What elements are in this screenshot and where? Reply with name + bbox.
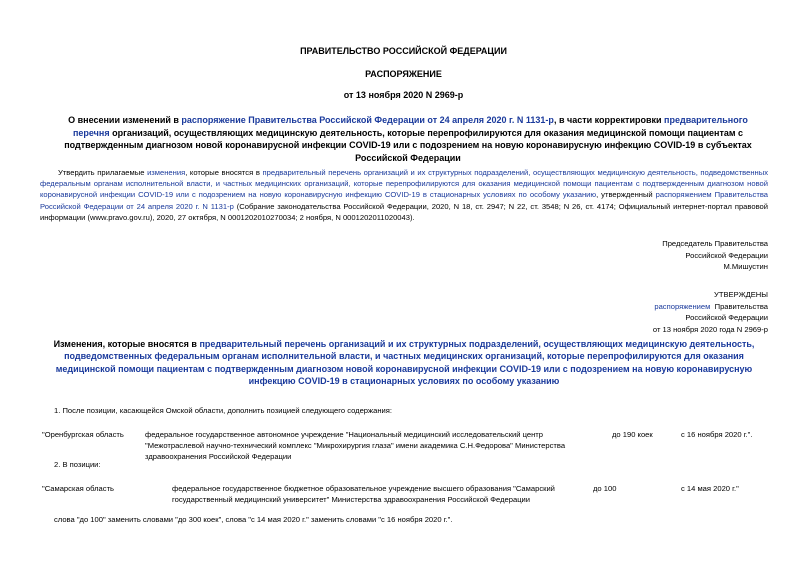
intro-link-list[interactable]: предварительный перечень организаций и их структурных подразделений, осуществляющих медицинскую деятельность, подведомственных федеральным органам исполнительной власти, и частных медицинских организаций, которые перепрофилируются для оказания медицинской помощи пациентам с подтвержденным диагнозом новой коронавирусной инфекции COVID-19 или с подозрением на новую коронавирусную инфекцию COVID-19 в стационарных условиях по особому указанию	[40, 168, 768, 200]
item-2-organization: федеральное государственное бюджетное образовательное учреждение высшего образования "Самарский государственный медицинский университет" Министерства здравоохранения Российской Федерации	[172, 484, 555, 504]
intro-text-c: , утвержденный	[596, 190, 656, 200]
title-text-a: О внесении изменений в	[68, 115, 182, 125]
item-1-text: 1. После позиции, касающейся Омской области, дополнить позицией следующего содержания:	[54, 406, 392, 415]
title-text-c: организаций, осуществляющих медицинскую деятельность, которые перепрофилируются для оказания медицинской помощи пациентам с подтвержденным диагнозом новой коронавирусной инфекции COVID-19 или с подозрением на новую коронавирусную инфекцию COVID-19 в субъектах Российской Федерации	[64, 127, 752, 163]
item-1-beds: до 190 коек	[612, 430, 653, 439]
intro-text-a: Утвердить прилагаемые	[58, 168, 148, 177]
signature-line-2: Российской Федерации	[685, 250, 768, 260]
approved-line-4: от 13 ноября 2020 года N 2969-р	[652, 324, 768, 334]
gov-heading: ПРАВИТЕЛЬСТВО РОССИЙСКОЙ ФЕДЕРАЦИИ	[300, 46, 507, 56]
item-2-date: с 14 мая 2020 г."	[681, 484, 739, 493]
intro-link-order[interactable]: распоряжением Правительства Российской Федерации от 24 апреля 2020 г. N 1131-р	[40, 190, 768, 211]
approved-line-2b: Правительства	[714, 301, 768, 311]
intro-text-b: , которые вносятся в	[185, 168, 263, 177]
changes-title	[40, 338, 768, 387]
doc-type: РАСПОРЯЖЕНИЕ	[365, 69, 442, 79]
title-link-list[interactable]: предварительного перечня	[72, 115, 748, 138]
approved-line-1: УТВЕРЖДЕНЫ	[714, 290, 768, 299]
item-2-beds: до 100	[593, 484, 617, 493]
approved-line-3: Российской Федерации	[685, 313, 768, 322]
item-2-text: 2. В позиции:	[54, 460, 101, 469]
signature-line-1: Председатель Правительства	[662, 239, 768, 248]
item-2-replacement: слова "до 100" заменить словами "до 300 коек", слова "с 14 мая 2020 г." заменить словами "с 16 ноября 2020 г.".	[54, 515, 453, 524]
doc-date-number: от 13 ноября 2020 N 2969-р	[343, 90, 464, 100]
approved-block	[500, 289, 768, 335]
intro-link-changes[interactable]: изменения	[147, 168, 186, 177]
intro-text-d: (Собрание законодательства Российской Федерации, 2020, N 18, ст. 2947; N 22, ст. 3548; N 26, ст. 4174; Официальный интернет-портал правовой информации (www.pravo.gov.ru), 2020, 27 октября, N 0001202010270034; 2 ноября, N 0001202011020043).	[40, 201, 768, 222]
title-link-order[interactable]: распоряжение Правительства Российской Федерации от 24 апреля 2020 г. N 1131-р	[181, 115, 554, 125]
intro-paragraph	[40, 167, 768, 223]
item-1-organization: федеральное государственное автономное учреждение "Национальный медицинский исследовательский центр "Межотраслевой научно-технический комплекс "Микрохирургия глаза" имени академика С.Н.Федорова" Министерства здравоохранения Российской Федерации	[145, 430, 566, 461]
changes-title-link[interactable]: предварительный перечень организаций и их структурных подразделений, осуществляющих медицинскую деятельность, подведомственных федеральным органам исполнительной власти, и частных медицинских организаций, которые перепрофилируются для оказания медицинской помощи пациентам с подтвержденным диагнозом новой коронавирусной инфекции COVID-19 или с подозрением на новую коронавирусную инфекцию COVID-19 в стационарных условиях по особому указанию	[55, 339, 755, 386]
item-2-region: "Самарская область	[42, 484, 115, 493]
approved-link[interactable]: распоряжением	[654, 301, 711, 311]
signature-line-3: М.Мишустин	[723, 262, 768, 271]
approved-line-2	[500, 301, 768, 313]
item-1-date: с 16 ноября 2020 г.".	[681, 430, 753, 439]
signature-block	[500, 238, 768, 273]
document-title	[52, 114, 764, 164]
changes-title-text: Изменения, которые вносятся в	[53, 339, 200, 349]
title-text-b: , в части корректировки	[553, 115, 665, 125]
item-1-region: "Оренбургская область	[42, 430, 124, 439]
